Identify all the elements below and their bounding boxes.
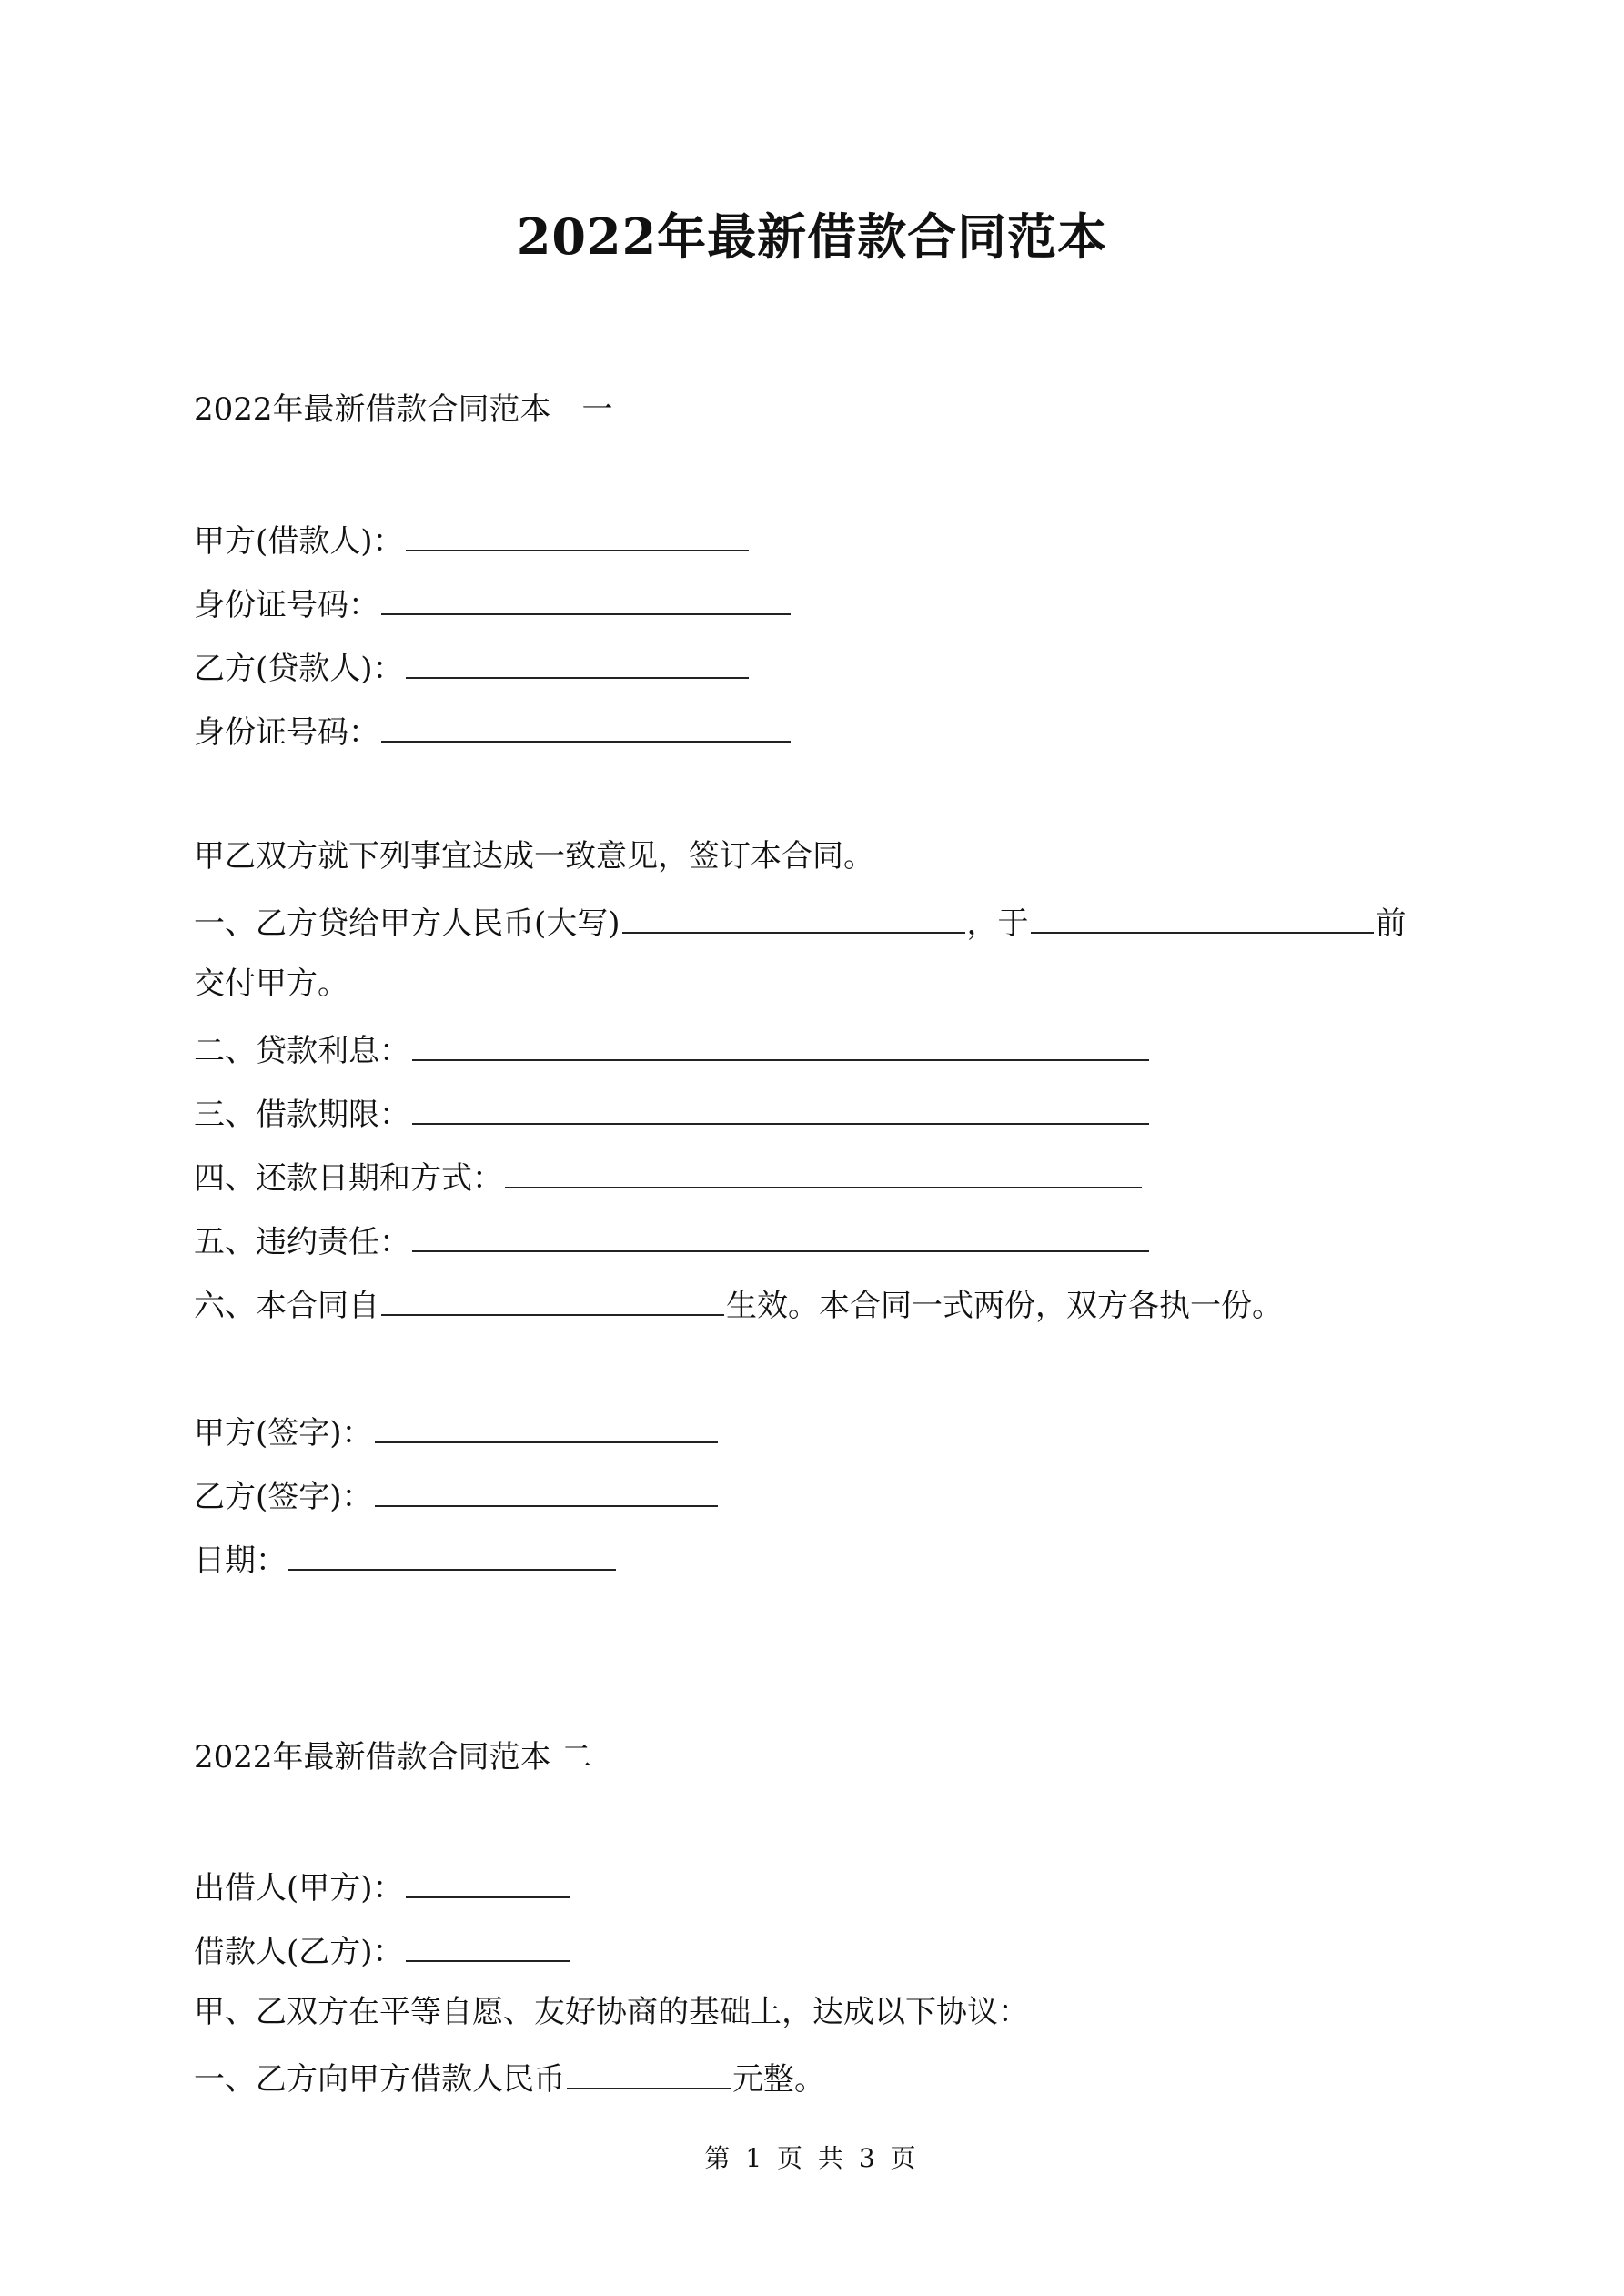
id-a-line [194,579,792,628]
loan-amount-blank[interactable] [567,2053,731,2089]
borrower-line [194,1926,571,1975]
date-blank[interactable] [288,1534,616,1571]
clause-1-line [194,897,1407,946]
agreement-text: 甲乙双方就下列事宜达成一致意见，签订本合同。 [194,838,874,875]
section-two-intro: 甲、乙双方在平等自愿、友好协商的基础上，达成以下协议： [194,1994,1029,2030]
clause-5-label: 五、违约责任： [194,1224,410,1260]
party-b-blank[interactable] [406,642,749,679]
clause-3-label: 三、借款期限： [194,1097,410,1133]
page-footer: 第 1 页 共 3 页 [704,2143,920,2173]
clause-2-label: 二、贷款利息： [194,1033,410,1069]
document-title: 2022年最新借款合同范本 [516,207,1108,266]
effective-date-blank[interactable] [381,1279,724,1316]
section-two-heading: 2022年最新借款合同范本 二 [194,1739,592,1775]
liability-blank[interactable] [412,1216,1149,1252]
borrower-label: 借款人(乙方)： [194,1934,404,1970]
lender-label: 出借人(甲方)： [194,1870,404,1907]
amount-blank[interactable] [622,897,965,934]
section-two-clause-1 [194,2053,825,2102]
section-two-clause-1-prefix: 一、乙方向甲方借款人民币 [194,2061,565,2098]
party-b-label: 乙方(贷款人)： [194,651,404,687]
clause-6-line [194,1279,1283,1329]
section-two-clause-1-suffix: 元整。 [732,2061,825,2098]
party-a-line [194,515,751,564]
sign-a-blank[interactable] [375,1407,718,1443]
sign-a-label: 甲方(签字)： [194,1415,373,1451]
sign-b-label: 乙方(签字)： [194,1479,373,1515]
clause-4-label: 四、还款日期和方式： [194,1160,503,1197]
sign-b-line [194,1471,720,1520]
repayment-blank[interactable] [505,1152,1142,1188]
clause-5-line [194,1216,1151,1265]
id-b-label: 身份证号码： [194,714,379,751]
party-a-blank[interactable] [406,515,749,551]
section-one-heading: 2022年最新借款合同范本 一 [194,391,613,428]
lender-blank[interactable] [406,1862,570,1898]
party-b-line [194,642,751,692]
clause-1-mid: ，于 [966,905,1029,942]
clause-1-end: 前 [1375,905,1407,942]
party-a-label: 甲方(借款人)： [194,523,404,560]
sign-b-blank[interactable] [375,1471,718,1507]
borrower-blank[interactable] [406,1926,570,1962]
delivery-date-blank[interactable] [1031,897,1374,934]
clause-6-suffix: 生效。本合同一式两份，双方各执一份。 [726,1288,1283,1324]
lender-line [194,1862,571,1911]
clause-1-continuation: 交付甲方。 [194,966,348,1002]
date-label: 日期： [194,1542,287,1579]
id-b-line [194,706,792,755]
id-a-blank[interactable] [381,579,791,615]
clause-3-line [194,1088,1151,1138]
id-a-label: 身份证号码： [194,587,379,623]
clause-6-prefix: 六、本合同自 [194,1288,379,1324]
id-b-blank[interactable] [381,706,791,743]
clause-2-line [194,1025,1151,1074]
clause-1-prefix: 一、乙方贷给甲方人民币(大写) [194,905,620,942]
term-blank[interactable] [412,1088,1149,1125]
interest-blank[interactable] [412,1025,1149,1061]
sign-a-line [194,1407,720,1456]
clause-4-line [194,1152,1144,1201]
date-line [194,1534,618,1583]
